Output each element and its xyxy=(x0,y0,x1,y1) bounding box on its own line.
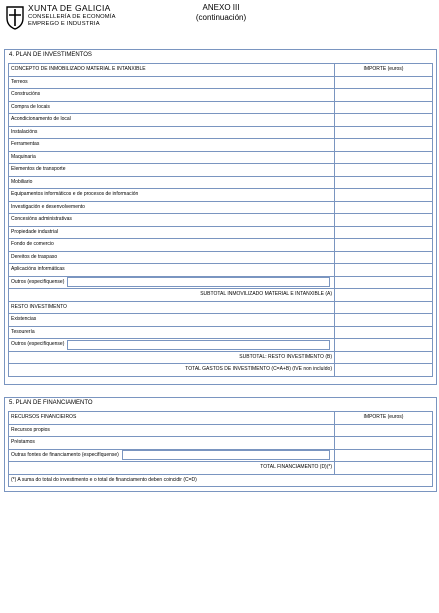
row-label: Ferramentas xyxy=(9,139,335,152)
rest-header-label: RESTO INVESTIMENTO xyxy=(9,301,335,314)
other-sources-label: Outras fontes de financiamento (especifíquense) xyxy=(11,451,119,458)
amount-column-header: IMPORTE (euros) xyxy=(335,64,433,77)
row-label: Tesourería xyxy=(9,326,335,339)
row-label: Acondicionamento de local xyxy=(9,114,335,127)
investment-header-row xyxy=(9,64,433,77)
other-sources-specify-input[interactable] xyxy=(122,450,330,460)
total-c-label: TOTAL GASTOS DE INVESTIMENTO (C=A+B) (IVE non incluído) xyxy=(9,364,335,377)
table-row xyxy=(9,126,433,139)
row-label: Elementos de transporte xyxy=(9,164,335,177)
amount-cell[interactable] xyxy=(335,239,433,252)
amount-cell[interactable] xyxy=(335,164,433,177)
amount-cell[interactable] xyxy=(335,89,433,102)
subtotal-b-amount[interactable] xyxy=(335,351,433,364)
table-row xyxy=(9,226,433,239)
row-label: Construcións xyxy=(9,89,335,102)
row-label: Concesións administrativas xyxy=(9,214,335,227)
subtotal-a-label: SUBTOTAL INMOVILIZADO MATERIAL E INTANXIBLE (A) xyxy=(9,289,335,302)
amount-cell[interactable] xyxy=(335,424,433,437)
amount-cell[interactable] xyxy=(335,449,433,462)
investment-table xyxy=(8,63,433,377)
amount-cell[interactable] xyxy=(335,276,433,289)
footnote: (*) A suma do total do investimento e o total de financiamento deben coincidir (C=D) xyxy=(9,474,433,487)
row-label: Terreos xyxy=(9,76,335,89)
amount-cell[interactable] xyxy=(335,251,433,264)
amount-cell[interactable] xyxy=(335,139,433,152)
table-row xyxy=(9,264,433,277)
amount-cell[interactable] xyxy=(335,314,433,327)
amount-cell[interactable] xyxy=(335,126,433,139)
table-row xyxy=(9,201,433,214)
amount-cell[interactable] xyxy=(335,114,433,127)
annex-subtitle: (continuación) xyxy=(195,13,247,22)
financing-plan-section xyxy=(4,397,437,492)
amount-cell[interactable] xyxy=(335,201,433,214)
other-sources-row xyxy=(9,449,433,462)
org-line-1: XUNTA DE GALICIA xyxy=(28,3,111,13)
amount-cell[interactable] xyxy=(335,76,433,89)
concept-column-header: CONCEPTO DE INMOBILIZADO MATERIAL E INTANXIBLE xyxy=(9,64,335,77)
subtotal-a-amount[interactable] xyxy=(335,289,433,302)
amount-cell[interactable] xyxy=(335,339,433,352)
row-label: Recursos propios xyxy=(9,424,335,437)
amount-cell xyxy=(335,301,433,314)
others-label: Outros (especifíquense) xyxy=(11,278,65,285)
table-row xyxy=(9,239,433,252)
organization-name xyxy=(28,4,116,28)
table-row xyxy=(9,314,433,327)
amount-cell[interactable] xyxy=(335,326,433,339)
row-label: Existencias xyxy=(9,314,335,327)
table-row xyxy=(9,89,433,102)
table-row xyxy=(9,101,433,114)
table-row xyxy=(9,164,433,177)
table-row xyxy=(9,189,433,202)
table-row xyxy=(9,326,433,339)
row-label: Dereitos de traspaso xyxy=(9,251,335,264)
rest-others-label: Outros (especifíquense) xyxy=(11,341,65,348)
investment-plan-section xyxy=(4,49,437,385)
subtotal-b-label: SUBTOTAL: RESTO INVESTIMENTO (B) xyxy=(9,351,335,364)
investment-plan-title: 4. PLAN DE INVESTIMENTOS xyxy=(9,52,92,58)
org-line-3: EMPREGO E INDUSTRIA xyxy=(28,21,100,28)
page-header xyxy=(0,0,439,40)
rest-header-row xyxy=(9,301,433,314)
amount-cell[interactable] xyxy=(335,214,433,227)
table-row xyxy=(9,114,433,127)
rest-others-row xyxy=(9,339,433,352)
financing-header-row xyxy=(9,412,433,425)
amount-cell[interactable] xyxy=(335,151,433,164)
table-row xyxy=(9,139,433,152)
financing-plan-title: 5. PLAN DE FINANCIAMENTO xyxy=(9,400,93,406)
table-row xyxy=(9,437,433,450)
total-c-amount[interactable] xyxy=(335,364,433,377)
row-label: Aplicacións informáticas xyxy=(9,264,335,277)
row-label: Préstamos xyxy=(9,437,335,450)
resources-column-header: RECURSOS FINANCIEIROS xyxy=(9,412,335,425)
table-row xyxy=(9,176,433,189)
table-row xyxy=(9,424,433,437)
total-d-row xyxy=(9,462,433,475)
annex-label xyxy=(186,3,256,23)
row-label: Mobiliario xyxy=(9,176,335,189)
row-label: Fondo de comercio xyxy=(9,239,335,252)
amount-column-header: IMPORTE (euros) xyxy=(335,412,433,425)
other-sources-cell xyxy=(9,449,335,462)
financing-table xyxy=(8,411,433,487)
rest-others-specify-input[interactable] xyxy=(67,340,330,350)
amount-cell[interactable] xyxy=(335,176,433,189)
note-row xyxy=(9,474,433,487)
total-c-row xyxy=(9,364,433,377)
table-row xyxy=(9,76,433,89)
total-d-label: TOTAL FINANCIAMENTO (D)(*) xyxy=(9,462,335,475)
amount-cell[interactable] xyxy=(335,189,433,202)
table-row xyxy=(9,251,433,264)
table-row xyxy=(9,214,433,227)
amount-cell[interactable] xyxy=(335,226,433,239)
xunta-logo-icon xyxy=(4,4,26,30)
row-label: Instalacións xyxy=(9,126,335,139)
subtotal-a-row xyxy=(9,289,433,302)
others-cell xyxy=(9,276,335,289)
amount-cell[interactable] xyxy=(335,437,433,450)
amount-cell[interactable] xyxy=(335,264,433,277)
row-label: Propiedade industrial xyxy=(9,226,335,239)
others-specify-input[interactable] xyxy=(67,277,330,287)
others-row xyxy=(9,276,433,289)
row-label: Compra de locais xyxy=(9,101,335,114)
annex-title: ANEXO III xyxy=(202,3,240,12)
row-label: Maquinaria xyxy=(9,151,335,164)
org-line-2: CONSELLERÍA DE ECONOMÍA xyxy=(28,13,116,20)
table-row xyxy=(9,151,433,164)
row-label: Equipamentos informáticos e de procesos de información xyxy=(9,189,335,202)
rest-others-cell xyxy=(9,339,335,352)
total-d-amount[interactable] xyxy=(335,462,433,475)
row-label: Investigación e desenvolvemento xyxy=(9,201,335,214)
subtotal-b-row xyxy=(9,351,433,364)
amount-cell[interactable] xyxy=(335,101,433,114)
